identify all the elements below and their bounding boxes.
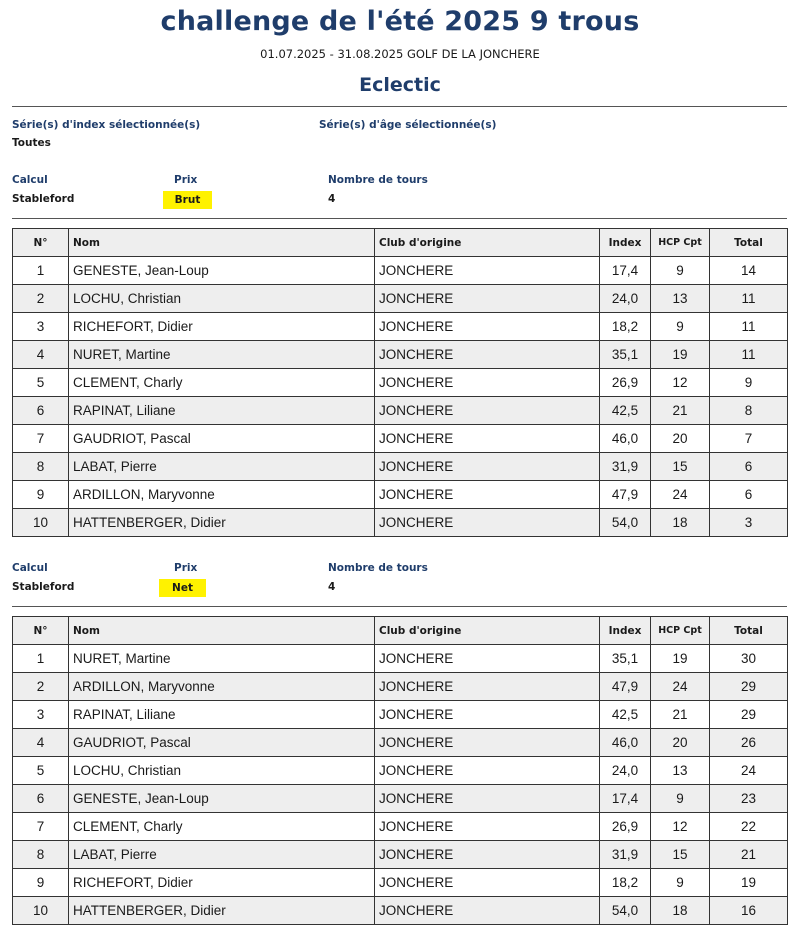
player-name-cell: NURET, Martine: [69, 341, 375, 369]
results-table-net: [12, 616, 788, 925]
hcp-cell: 21: [651, 701, 710, 729]
table-row: [13, 757, 788, 785]
club-cell: JONCHERE: [375, 509, 600, 537]
total-cell: 14: [710, 257, 788, 285]
total-cell: 21: [710, 841, 788, 869]
club-cell: JONCHERE: [375, 785, 600, 813]
index-cell: 54,0: [600, 897, 651, 925]
player-name-cell: GAUDRIOT, Pascal: [69, 729, 375, 757]
rank-cell: 1: [13, 257, 69, 285]
player-name-cell: RAPINAT, Liliane: [69, 397, 375, 425]
club-cell: JONCHERE: [375, 285, 600, 313]
player-name-cell: RAPINAT, Liliane: [69, 701, 375, 729]
club-cell: JONCHERE: [375, 701, 600, 729]
total-cell: 11: [710, 313, 788, 341]
rank-cell: 6: [13, 397, 69, 425]
hcp-cell: 15: [651, 841, 710, 869]
rank-cell: 8: [13, 841, 69, 869]
player-name-cell: LABAT, Pierre: [69, 453, 375, 481]
table-header-row: [13, 229, 788, 257]
index-cell: 18,2: [600, 869, 651, 897]
index-cell: 42,5: [600, 397, 651, 425]
hcp-cell: 20: [651, 425, 710, 453]
rank-cell: 9: [13, 869, 69, 897]
index-series-label: Série(s) d'index sélectionnée(s): [12, 119, 201, 131]
table-row: [13, 453, 788, 481]
player-name-cell: RICHEFORT, Didier: [69, 869, 375, 897]
hcp-cell: 15: [651, 453, 710, 481]
club-cell: JONCHERE: [375, 897, 600, 925]
club-cell: JONCHERE: [375, 425, 600, 453]
hcp-cell: 24: [651, 673, 710, 701]
club-cell: JONCHERE: [375, 481, 600, 509]
rank-cell: 1: [13, 645, 69, 673]
prix-value-badge: Brut: [163, 191, 212, 209]
prix-label: Prix: [174, 562, 198, 574]
table-row: [13, 645, 788, 673]
player-name-cell: HATTENBERGER, Didier: [69, 509, 375, 537]
club-cell: JONCHERE: [375, 645, 600, 673]
hcp-cell: 18: [651, 509, 710, 537]
total-cell: 30: [710, 645, 788, 673]
index-cell: 26,9: [600, 369, 651, 397]
player-name-cell: GENESTE, Jean-Loup: [69, 257, 375, 285]
hcp-cell: 9: [651, 869, 710, 897]
player-name-cell: LOCHU, Christian: [69, 285, 375, 313]
table-row: [13, 425, 788, 453]
club-cell: JONCHERE: [375, 869, 600, 897]
age-series-label: Série(s) d'âge sélectionnée(s): [319, 119, 497, 131]
prix-value-badge: Net: [159, 579, 206, 597]
hcp-cell: 19: [651, 341, 710, 369]
index-cell: 47,9: [600, 673, 651, 701]
tours-value: 4: [328, 193, 336, 205]
hcp-cell: 18: [651, 897, 710, 925]
col-header-name: Nom: [69, 617, 375, 645]
hcp-cell: 9: [651, 257, 710, 285]
hcp-cell: 24: [651, 481, 710, 509]
hcp-cell: 13: [651, 285, 710, 313]
index-cell: 31,9: [600, 841, 651, 869]
total-cell: 11: [710, 341, 788, 369]
index-cell: 17,4: [600, 257, 651, 285]
col-header-rank: N°: [13, 229, 69, 257]
club-cell: JONCHERE: [375, 313, 600, 341]
divider: [12, 218, 787, 219]
total-cell: 8: [710, 397, 788, 425]
club-cell: JONCHERE: [375, 369, 600, 397]
player-name-cell: GAUDRIOT, Pascal: [69, 425, 375, 453]
rank-cell: 5: [13, 369, 69, 397]
index-cell: 31,9: [600, 453, 651, 481]
total-cell: 7: [710, 425, 788, 453]
table-row: [13, 841, 788, 869]
rank-cell: 10: [13, 897, 69, 925]
index-cell: 17,4: [600, 785, 651, 813]
club-cell: JONCHERE: [375, 673, 600, 701]
hcp-cell: 21: [651, 397, 710, 425]
player-name-cell: LABAT, Pierre: [69, 841, 375, 869]
player-name-cell: NURET, Martine: [69, 645, 375, 673]
total-cell: 11: [710, 285, 788, 313]
total-cell: 19: [710, 869, 788, 897]
total-cell: 6: [710, 453, 788, 481]
calcul-value: Stableford: [12, 581, 75, 593]
table-row: [13, 313, 788, 341]
index-cell: 18,2: [600, 313, 651, 341]
player-name-cell: GENESTE, Jean-Loup: [69, 785, 375, 813]
player-name-cell: ARDILLON, Maryvonne: [69, 481, 375, 509]
col-header-club: Club d'origine: [375, 229, 600, 257]
rank-cell: 4: [13, 729, 69, 757]
table-row: [13, 869, 788, 897]
total-cell: 16: [710, 897, 788, 925]
hcp-cell: 9: [651, 785, 710, 813]
table-row: [13, 509, 788, 537]
player-name-cell: RICHEFORT, Didier: [69, 313, 375, 341]
index-cell: 26,9: [600, 813, 651, 841]
index-cell: 46,0: [600, 425, 651, 453]
index-cell: 47,9: [600, 481, 651, 509]
total-cell: 23: [710, 785, 788, 813]
col-header-index: Index: [600, 229, 651, 257]
total-cell: 9: [710, 369, 788, 397]
table-row: [13, 257, 788, 285]
hcp-cell: 12: [651, 369, 710, 397]
col-header-total: Total: [710, 229, 788, 257]
calcul-label: Calcul: [12, 174, 48, 186]
index-cell: 46,0: [600, 729, 651, 757]
calcul-value: Stableford: [12, 193, 75, 205]
index-cell: 35,1: [600, 645, 651, 673]
total-cell: 6: [710, 481, 788, 509]
club-cell: JONCHERE: [375, 341, 600, 369]
col-header-rank: N°: [13, 617, 69, 645]
table-row: [13, 785, 788, 813]
rank-cell: 7: [13, 813, 69, 841]
col-header-hcp: HCP Cpt: [651, 617, 710, 645]
table-row: [13, 673, 788, 701]
hcp-cell: 9: [651, 313, 710, 341]
table-row: [13, 341, 788, 369]
player-name-cell: HATTENBERGER, Didier: [69, 897, 375, 925]
club-cell: JONCHERE: [375, 757, 600, 785]
table-header-row: [13, 617, 788, 645]
rank-cell: 3: [13, 701, 69, 729]
col-header-club: Club d'origine: [375, 617, 600, 645]
col-header-name: Nom: [69, 229, 375, 257]
table-row: [13, 701, 788, 729]
tours-label: Nombre de tours: [328, 562, 428, 574]
club-cell: JONCHERE: [375, 729, 600, 757]
index-series-value: Toutes: [12, 137, 51, 149]
table-row: [13, 285, 788, 313]
rank-cell: 2: [13, 285, 69, 313]
total-cell: 29: [710, 673, 788, 701]
index-cell: 35,1: [600, 341, 651, 369]
club-cell: JONCHERE: [375, 257, 600, 285]
table-row: [13, 729, 788, 757]
page-title: challenge de l'été 2025 9 trous: [160, 6, 640, 37]
hcp-cell: 13: [651, 757, 710, 785]
player-name-cell: ARDILLON, Maryvonne: [69, 673, 375, 701]
section-title: Eclectic: [359, 74, 441, 96]
rank-cell: 9: [13, 481, 69, 509]
table-row: [13, 897, 788, 925]
index-cell: 24,0: [600, 757, 651, 785]
tours-label: Nombre de tours: [328, 174, 428, 186]
calcul-label: Calcul: [12, 562, 48, 574]
table-row: [13, 397, 788, 425]
rank-cell: 2: [13, 673, 69, 701]
event-dates-venue: 01.07.2025 - 31.08.2025 GOLF DE LA JONCHERE: [260, 47, 540, 61]
rank-cell: 7: [13, 425, 69, 453]
divider: [12, 106, 787, 107]
index-cell: 42,5: [600, 701, 651, 729]
results-table-brut: [12, 228, 788, 537]
hcp-cell: 12: [651, 813, 710, 841]
total-cell: 22: [710, 813, 788, 841]
rank-cell: 3: [13, 313, 69, 341]
rank-cell: 4: [13, 341, 69, 369]
rank-cell: 8: [13, 453, 69, 481]
table-row: [13, 481, 788, 509]
prix-label: Prix: [174, 174, 198, 186]
total-cell: 3: [710, 509, 788, 537]
col-header-index: Index: [600, 617, 651, 645]
total-cell: 29: [710, 701, 788, 729]
hcp-cell: 19: [651, 645, 710, 673]
club-cell: JONCHERE: [375, 397, 600, 425]
index-cell: 54,0: [600, 509, 651, 537]
club-cell: JONCHERE: [375, 453, 600, 481]
player-name-cell: LOCHU, Christian: [69, 757, 375, 785]
club-cell: JONCHERE: [375, 813, 600, 841]
table-row: [13, 813, 788, 841]
tours-value: 4: [328, 581, 336, 593]
player-name-cell: CLEMENT, Charly: [69, 813, 375, 841]
total-cell: 24: [710, 757, 788, 785]
index-cell: 24,0: [600, 285, 651, 313]
divider: [12, 606, 787, 607]
player-name-cell: CLEMENT, Charly: [69, 369, 375, 397]
rank-cell: 10: [13, 509, 69, 537]
rank-cell: 6: [13, 785, 69, 813]
total-cell: 26: [710, 729, 788, 757]
hcp-cell: 20: [651, 729, 710, 757]
col-header-total: Total: [710, 617, 788, 645]
rank-cell: 5: [13, 757, 69, 785]
club-cell: JONCHERE: [375, 841, 600, 869]
table-row: [13, 369, 788, 397]
col-header-hcp: HCP Cpt: [651, 229, 710, 257]
